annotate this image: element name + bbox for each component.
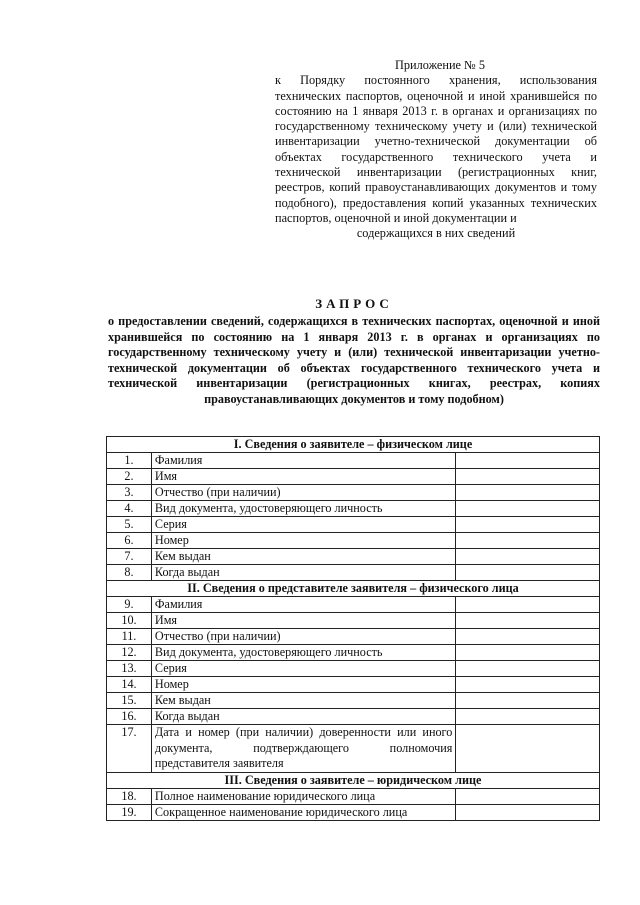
row-label: Вид документа, удостоверяющего личность (151, 501, 455, 517)
table-row (107, 501, 600, 517)
row-value-field[interactable] (456, 469, 600, 485)
table-row (107, 533, 600, 549)
row-label: Отчество (при наличии) (151, 629, 455, 645)
table-row (107, 725, 600, 773)
table-row (107, 613, 600, 629)
section-title: I. Сведения о заявителе – физическом лице (107, 437, 600, 453)
row-label: Серия (151, 661, 455, 677)
row-label: Отчество (при наличии) (151, 485, 455, 501)
table-row (107, 645, 600, 661)
table-row (107, 804, 600, 820)
appendix-block (275, 58, 597, 242)
row-number: 13. (107, 661, 152, 677)
table-row (107, 709, 600, 725)
row-value-field[interactable] (456, 613, 600, 629)
appendix-text-last: содержащихся в них сведений (356, 226, 516, 241)
row-number: 8. (107, 565, 152, 581)
request-heading: ЗАПРОС (315, 296, 393, 311)
row-number: 18. (107, 788, 152, 804)
table-row (107, 788, 600, 804)
row-label: Имя (151, 613, 455, 629)
section-header (107, 772, 600, 788)
row-number: 2. (107, 469, 152, 485)
row-number: 10. (107, 613, 152, 629)
appendix-text: к Порядку постоянного хранения, использования технических паспортов, оценочной и иной хранившейся по состоянию на 1 января 2013 г. в органах и организациях по государственному техническому учету и (или) технической инвентаризации учетно-технической документации об объектах государственного технического учета и технической инвентаризации (регистрационных книг, реестров, копий правоустанавливающих документов и тому подобного), предоставления копий указанных технических паспортов, оценочной и иной документации и (275, 73, 597, 225)
table-row (107, 629, 600, 645)
request-description: о предоставлении сведений, содержащихся в технических паспортах, оценочной и иной хранившейся по состоянию на 1 января 2013 г. в органах и организациях по государственному техническому учету и (или) технической инвентаризации учетно-технической документации об объектах государственного технического учета и технической инвентаризации (регистрационных книгах, реестрах, копиях правоустанавливающих документов и тому подобном) (108, 314, 600, 406)
table-row (107, 485, 600, 501)
table-row (107, 661, 600, 677)
row-number: 12. (107, 645, 152, 661)
row-number: 5. (107, 517, 152, 533)
row-label: Серия (151, 517, 455, 533)
request-form-table (106, 436, 600, 821)
table-row (107, 565, 600, 581)
row-value-field[interactable] (456, 661, 600, 677)
row-label: Сокращенное наименование юридического лица (151, 804, 455, 820)
row-number: 15. (107, 693, 152, 709)
row-value-field[interactable] (456, 485, 600, 501)
row-label: Кем выдан (151, 693, 455, 709)
row-number: 11. (107, 629, 152, 645)
row-label: Номер (151, 677, 455, 693)
row-value-field[interactable] (456, 709, 600, 725)
row-value-field[interactable] (456, 629, 600, 645)
row-number: 9. (107, 597, 152, 613)
row-value-field[interactable] (456, 501, 600, 517)
row-value-field[interactable] (456, 517, 600, 533)
row-number: 1. (107, 453, 152, 469)
table-row (107, 597, 600, 613)
row-value-field[interactable] (456, 645, 600, 661)
table-row (107, 517, 600, 533)
section-header (107, 581, 600, 597)
row-number: 14. (107, 677, 152, 693)
request-title-block (108, 296, 600, 408)
appendix-title: Приложение № 5 (394, 58, 486, 72)
table-row (107, 469, 600, 485)
row-label: Полное наименование юридического лица (151, 788, 455, 804)
row-number: 7. (107, 549, 152, 565)
row-value-field[interactable] (456, 453, 600, 469)
table-row (107, 453, 600, 469)
row-value-field[interactable] (456, 533, 600, 549)
section-title: III. Сведения о заявителе – юридическом лице (107, 772, 600, 788)
row-value-field[interactable] (456, 677, 600, 693)
row-value-field[interactable] (456, 565, 600, 581)
row-value-field[interactable] (456, 804, 600, 820)
row-number: 19. (107, 804, 152, 820)
row-number: 6. (107, 533, 152, 549)
section-header (107, 437, 600, 453)
row-number: 17. (107, 725, 152, 773)
table-row (107, 677, 600, 693)
section-title: II. Сведения о представителе заявителя – физического лица (107, 581, 600, 597)
row-label: Когда выдан (151, 565, 455, 581)
row-label: Кем выдан (151, 549, 455, 565)
row-label: Фамилия (151, 597, 455, 613)
row-number: 16. (107, 709, 152, 725)
row-value-field[interactable] (456, 549, 600, 565)
row-number: 4. (107, 501, 152, 517)
row-label: Дата и номер (при наличии) доверенности или иного документа, подтверждающего полномочия представителя заявителя (151, 725, 455, 773)
row-value-field[interactable] (456, 788, 600, 804)
table-row (107, 693, 600, 709)
row-label: Вид документа, удостоверяющего личность (151, 645, 455, 661)
table-row (107, 549, 600, 565)
row-value-field[interactable] (456, 693, 600, 709)
row-label: Когда выдан (151, 709, 455, 725)
row-value-field[interactable] (456, 597, 600, 613)
row-label: Имя (151, 469, 455, 485)
row-label: Номер (151, 533, 455, 549)
row-label: Фамилия (151, 453, 455, 469)
row-number: 3. (107, 485, 152, 501)
row-value-field[interactable] (456, 725, 600, 773)
